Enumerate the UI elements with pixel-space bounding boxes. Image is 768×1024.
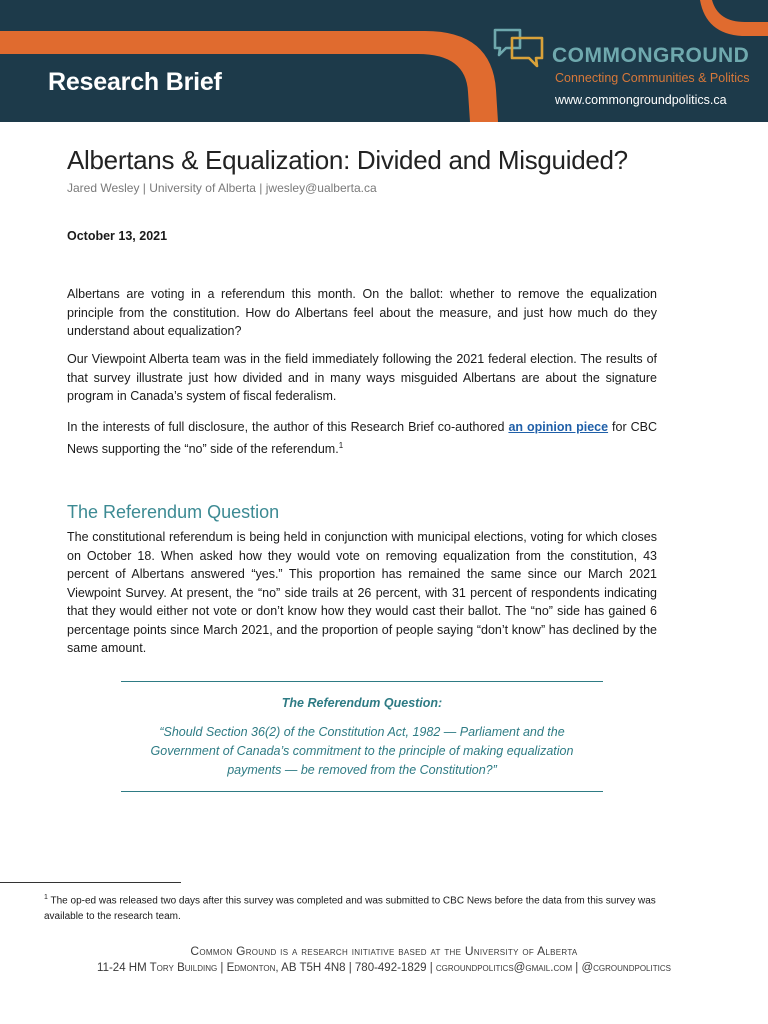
quote-title: The Referendum Question: [281,696,443,710]
footnote-separator [0,882,181,883]
speech-bubbles-icon [492,26,548,70]
brand-name [552,44,749,68]
quote-text: “Should Section 36(2) of the Constitution Act, 1982 — Parliament and the Government of Canada’s commitment to the principle of making equalization payments — be removed from the Constitution?” [150,725,574,777]
footnote-text: The op-ed was released two days after this survey was completed and was submitted to CBC News before the data from this survey was available to the research team. [44,895,656,923]
disclosure-text-start: In the interests of full disclosure, the author of this Research Brief co-authored [67,420,509,434]
page-header [0,0,768,122]
referendum-paragraph: The constitutional referendum is being held in conjunction with municipal elections, voting for which closes on October 18. When asked how they would vote on removing equalization from the constitution, 43 percent of Albertans answered “yes.” This proportion has remained the same since our March 2021 Viewpoint Survey. At present, the “no” side trails at 26 percent, with 31 percent of respondents indicating that they would either not vote or don’t know how they would cast their ballot. The “no” side has gained 6 percentage points since March 2021, and the proportion of people saying “don’t know” has declined by the same amount. [67,530,657,655]
document-title: Albertans & Equalization: Divided and Misguided? [67,145,628,175]
footer-contact: 11-24 HM Tory Building | Edmonton, AB T5H 4N8 | 780-492-1829 | cgroundpolitics@gmail.com | @cgroundpolitics [97,962,671,974]
publication-date: October 13, 2021 [67,229,168,243]
brand-ground: GROUND [653,44,750,67]
footer-institution: Common Ground is a research initiative based at the University of Alberta [190,944,578,958]
brand-common: COMMON [552,44,653,67]
survey-paragraph: Our Viewpoint Alberta team was in the field immediately following the 2021 federal election. The results of that survey illustrate just how divided and in many ways misguided Albertans are about the signature program in Canada’s system of fiscal federalism. [67,352,657,403]
section-heading: The Referendum Question [67,502,280,522]
quote-top-rule [121,681,603,682]
disclosure-paragraph [67,418,657,458]
website-url: www.commongroundpolitics.ca [555,93,727,107]
intro-paragraph: Albertans are voting in a referendum this month. On the ballot: whether to remove the equalization principle from the constitution. How do Albertans feel about the measure, and just how much do they understand about equalization? [67,287,657,338]
brand-tagline: Connecting Communities & Politics [555,71,750,85]
author-byline: Jared Wesley | University of Alberta | jwesley@ualberta.ca [67,181,377,195]
footnote-reference[interactable]: 1 [338,440,344,450]
footnote [44,890,684,925]
disclosure-text-end: for CBC News supporting the “no” side of the referendum. [67,420,657,456]
footnote-marker: 1 [44,894,48,901]
opinion-piece-link[interactable]: an opinion piece [508,420,609,434]
research-brief-label: Research Brief [48,68,222,96]
referendum-question-box [121,681,603,792]
quote-bottom-rule [121,791,603,792]
